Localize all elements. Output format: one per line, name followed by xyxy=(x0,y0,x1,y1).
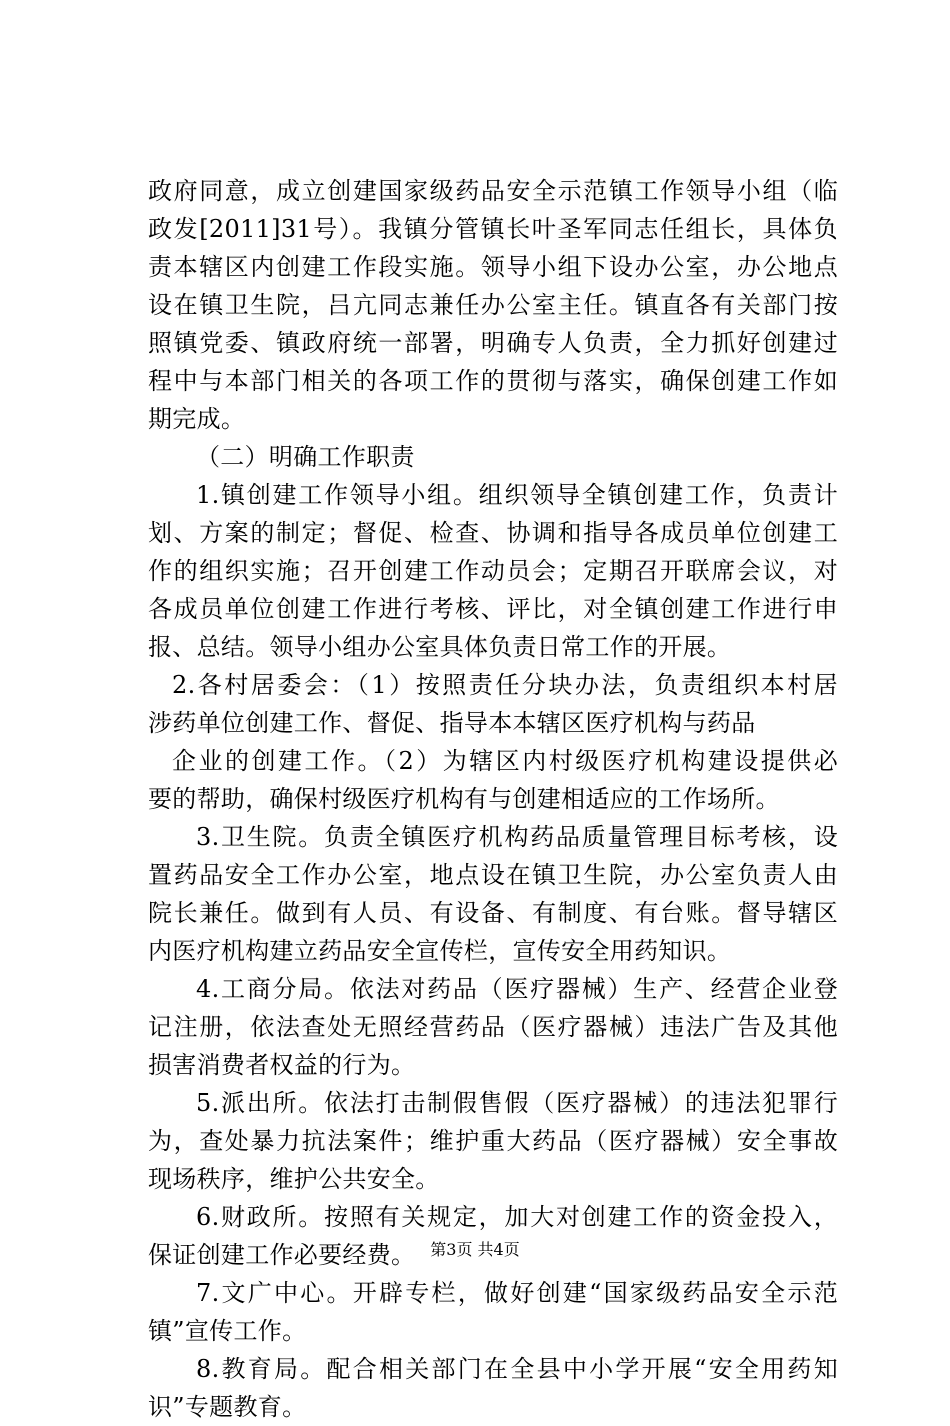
text-line: 1.镇创建工作领导小组。组织领导全镇创建工作，负责计 xyxy=(196,481,838,509)
document-body xyxy=(148,172,838,1426)
text-line: 现场秩序，维护公共安全。 xyxy=(148,1165,440,1193)
page-footer: 第3页 共4页 xyxy=(430,1240,520,1259)
text-line: 设在镇卫生院，吕亢同志兼任办公室主任。镇直各有关部门按 xyxy=(148,291,838,319)
text-line: 记注册，依法查处无照经营药品（医疗器械）违法广告及其他 xyxy=(148,1013,838,1041)
text-line: 企业的创建工作。（2）为辖区内村级医疗机构建设提供必 xyxy=(172,747,838,775)
text-line: 8.教育局。配合相关部门在全县中小学开展“安全用药知 xyxy=(196,1355,838,1383)
text-line: 3.卫生院。负责全镇医疗机构药品质量管理目标考核，设 xyxy=(196,823,838,851)
text-line: 7.文广中心。开辟专栏，做好创建“国家级药品安全示范 xyxy=(196,1279,838,1307)
text-line: 责本辖区内创建工作段实施。领导小组下设办公室，办公地点 xyxy=(148,253,838,281)
text-line: 镇”宣传工作。 xyxy=(148,1317,307,1345)
text-line: 作的组织实施；召开创建工作动员会；定期召开联席会议，对 xyxy=(148,557,838,585)
text-line: 划、方案的制定；督促、检查、协调和指导各成员单位创建工 xyxy=(148,519,838,547)
text-line: （二）明确工作职责 xyxy=(196,443,415,471)
text-line: 照镇党委、镇政府统一部署，明确专人负责，全力抓好创建过 xyxy=(148,329,838,357)
text-line: 报、总结。领导小组办公室具体负责日常工作的开展。 xyxy=(148,633,732,661)
text-line: 各成员单位创建工作进行考核、评比，对全镇创建工作进行申 xyxy=(148,595,838,623)
text-line: 期完成。 xyxy=(148,405,246,433)
text-line: 程中与本部门相关的各项工作的贯彻与落实，确保创建工作如 xyxy=(148,367,838,395)
text-line: 4.工商分局。依法对药品（医疗器械）生产、经营企业登 xyxy=(196,975,838,1003)
text-line: 要的帮助，确保村级医疗机构有与创建相适应的工作场所。 xyxy=(148,785,780,813)
text-line: 6.财政所。按照有关规定，加大对创建工作的资金投入， xyxy=(196,1203,838,1231)
text-line: 2.各村居委会：（1）按照责任分块办法，负责组织本村居 xyxy=(172,671,838,699)
text-line: 涉药单位创建工作、督促、指导本本辖区医疗机构与药品 xyxy=(148,709,756,737)
text-line: 内医疗机构建立药品安全宣传栏，宣传安全用药知识。 xyxy=(148,937,732,965)
text-line: 损害消费者权益的行为。 xyxy=(148,1051,416,1079)
text-line: 保证创建工作必要经费。 xyxy=(148,1241,416,1269)
text-line: 5.派出所。依法打击制假售假（医疗器械）的违法犯罪行 xyxy=(196,1089,838,1117)
text-line: 识”专题教育。 xyxy=(148,1393,307,1421)
text-line: 院长兼任。做到有人员、有设备、有制度、有台账。督导辖区 xyxy=(148,899,838,927)
text-line: 政发[2011]31号）。我镇分管镇长叶圣军同志任组长，具体负 xyxy=(148,215,838,243)
text-line: 为，查处暴力抗法案件；维护重大药品（医疗器械）安全事故 xyxy=(148,1127,838,1155)
text-line: 政府同意，成立创建国家级药品安全示范镇工作领导小组（临 xyxy=(148,177,838,205)
text-line: 置药品安全工作办公室，地点设在镇卫生院，办公室负责人由 xyxy=(148,861,838,889)
